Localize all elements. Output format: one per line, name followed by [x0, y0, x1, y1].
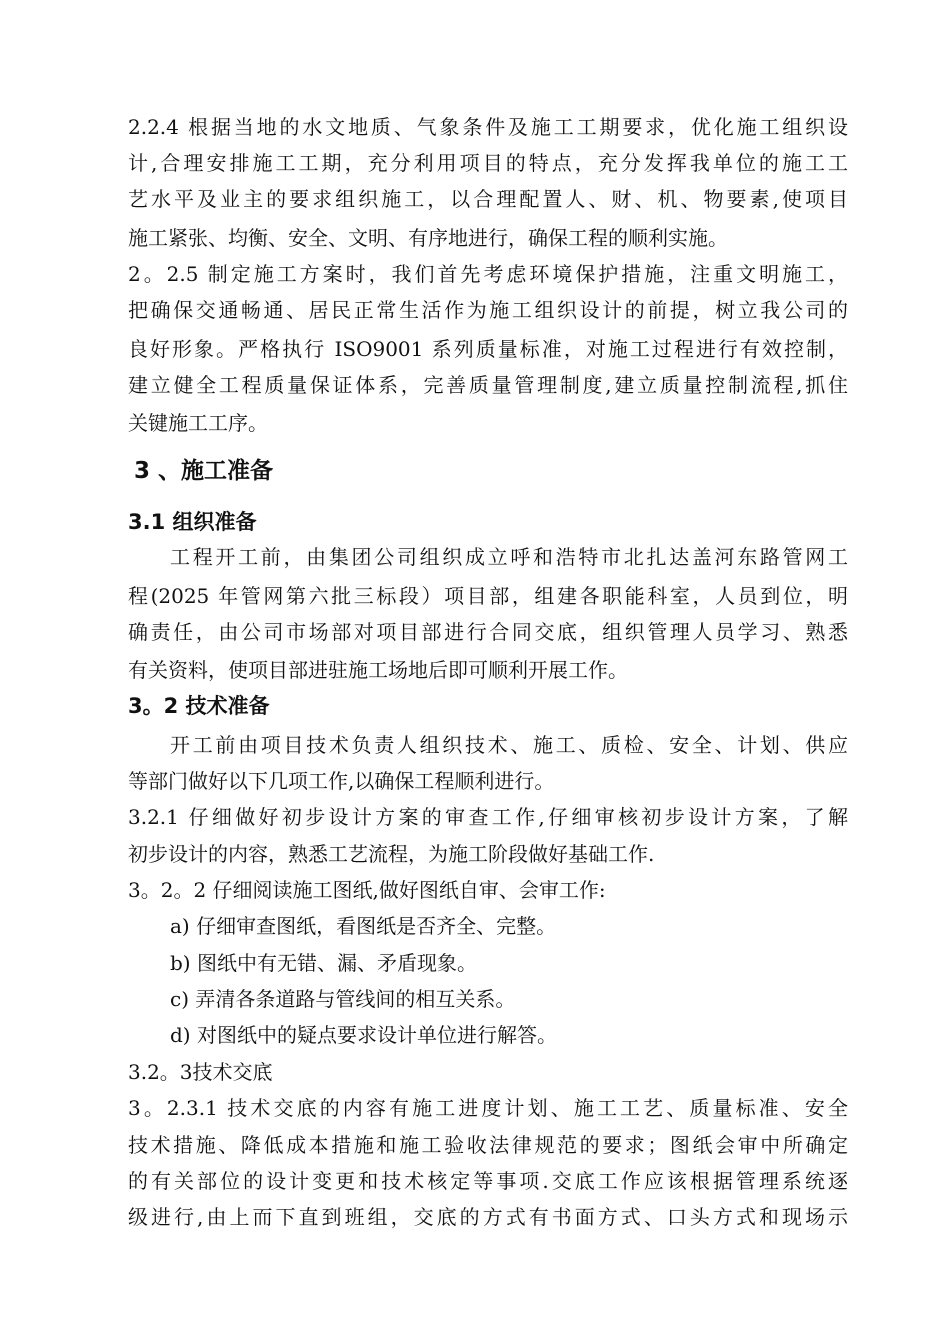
paragraph-3-2-3-1-line-3: 的有关部位的设计变更和技术核定等事项.交底工作应该根据管理系统逐 — [128, 1169, 848, 1193]
paragraph-2-2-4-line-2: 计,合理安排施工工期，充分利用项目的特点，充分发挥我单位的施工工 — [128, 151, 848, 175]
paragraph-3-1-line-1: 工程开工前，由集团公司组织成立呼和浩特市北扎达盖河东路管网工 — [170, 545, 848, 569]
paragraph-2-2-5-line-3: 良好形象。严格执行 ISO9001 系列质量标准，对施工过程进行有效控制， — [128, 337, 848, 361]
paragraph-3-2-3-1-line-2: 技术措施、降低成本措施和施工验收法律规范的要求；图纸会审中所确定 — [128, 1133, 848, 1157]
paragraph-2-2-4-line-4: 施工紧张、均衡、安全、文明、有序地进行，确保工程的顺利实施。 — [128, 226, 728, 250]
paragraph-3-1-line-2: 程(2025 年管网第六批三标段）项目部，组建各职能科室，人员到位，明 — [128, 584, 848, 608]
paragraph-2-2-5-line-5: 关键施工工序。 — [128, 411, 268, 435]
paragraph-3-2-line-1: 开工前由项目技术负责人组织技术、施工、质检、安全、计划、供应 — [170, 733, 848, 757]
paragraph-3-2-3-1-line-4: 级进行,由上而下直到班组，交底的方式有书面方式、口头方式和现场示 — [128, 1205, 848, 1229]
paragraph-3-2-2: 3。2。2 仔细阅读施工图纸,做好图纸自审、会审工作: — [128, 878, 606, 902]
list-item-a: a) 仔细审查图纸，看图纸是否齐全、完整。 — [170, 914, 557, 938]
paragraph-2-2-5-line-1: 2。2.5 制定施工方案时，我们首先考虑环境保护措施，注重文明施工， — [128, 262, 848, 286]
list-item-d: d) 对图纸中的疑点要求设计单位进行解答。 — [170, 1023, 557, 1047]
section-3-2-heading: 3。2 技术准备 — [128, 694, 270, 718]
section-3-heading: 3 、施工准备 — [134, 458, 274, 484]
paragraph-2-2-5-line-2: 把确保交通畅通、居民正常生活作为施工组织设计的前提，树立我公司的 — [128, 298, 848, 322]
paragraph-3-1-line-4: 有关资料，使项目部进驻施工场地后即可顺利开展工作。 — [128, 658, 628, 682]
paragraph-3-1-line-3: 确责任，由公司市场部对项目部进行合同交底，组织管理人员学习、熟悉 — [128, 620, 848, 644]
paragraph-2-2-4-line-3: 艺水平及业主的要求组织施工，以合理配置人、财、机、物要素,使项目 — [128, 187, 848, 211]
paragraph-3-2-3: 3.2。3技术交底 — [128, 1060, 273, 1084]
paragraph-3-2-line-2: 等部门做好以下几项工作,以确保工程顺利进行。 — [128, 769, 555, 793]
section-3-1-heading: 3.1 组织准备 — [128, 510, 257, 534]
paragraph-3-2-3-1-line-1: 3。2.3.1 技术交底的内容有施工进度计划、施工工艺、质量标准、安全 — [128, 1096, 848, 1120]
list-item-c: c) 弄清各条道路与管线间的相互关系。 — [170, 987, 516, 1011]
paragraph-2-2-4-line-1: 2.2.4 根据当地的水文地质、气象条件及施工工期要求，优化施工组织设 — [128, 115, 848, 139]
list-item-b: b) 图纸中有无错、漏、矛盾现象。 — [170, 951, 477, 975]
paragraph-3-2-1-line-2: 初步设计的内容，熟悉工艺流程，为施工阶段做好基础工作. — [128, 842, 655, 866]
paragraph-2-2-5-line-4: 建立健全工程质量保证体系，完善质量管理制度,建立质量控制流程,抓住 — [128, 373, 848, 397]
paragraph-3-2-1-line-1: 3.2.1 仔细做好初步设计方案的审查工作,仔细审核初步设计方案，了解 — [128, 805, 848, 829]
